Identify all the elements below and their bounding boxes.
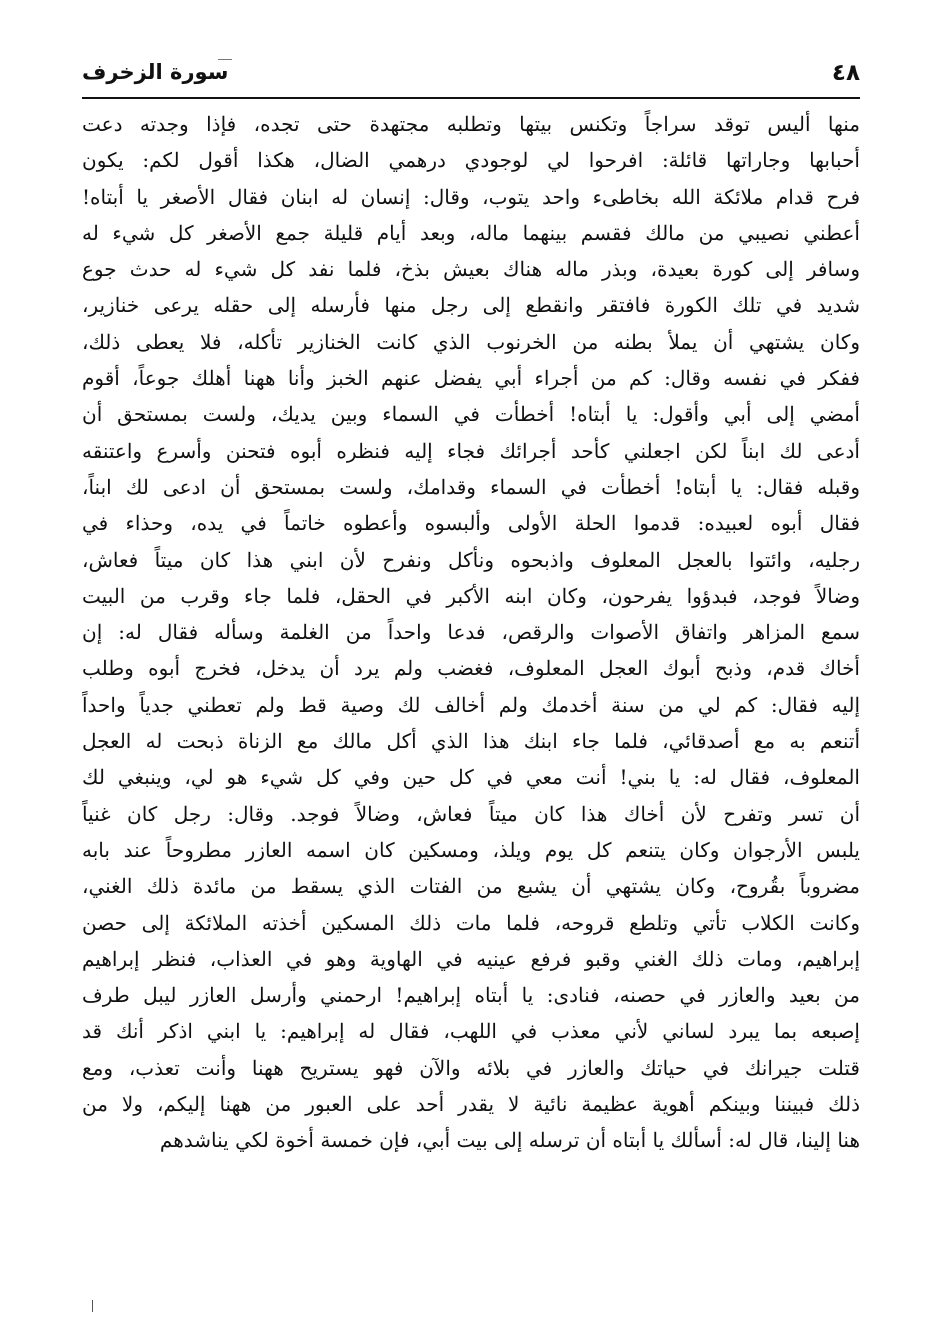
text-line: أحبابها وجاراتها قائلة: افرحوا لي لوجودي درهمي الضال، هكذا أقول لكم: يكون — [82, 148, 860, 173]
header-rule — [82, 97, 860, 99]
text-line: مضروباً بقُروح، وكان يشتهي أن يشبع من الفتات الذي يسقط من مائدة ذلك الغني، — [82, 874, 860, 899]
text-line: من بعيد والعازر في حصنه، فنادى: يا أبتاه إبراهيم! ارحمني وأرسل العازر ليبل طرف — [82, 983, 860, 1008]
text-line: هنا إلينا، قال له: أسألك يا أبتاه أن ترسله إلى بيت أبي، فإن خمسة أخوة لكي يناشدهم — [159, 1128, 860, 1153]
text-line: شديد في تلك الكورة فافتقر وانقطع إلى رجل منها فأرسله إلى حقله يرعى خنازير، — [82, 293, 860, 318]
text-line: وسافر إلى كورة بعيدة، وبذر ماله هناك بعيش بذخ، فلما نفد كل شيء له حدث جوع — [82, 257, 860, 282]
body-text — [82, 106, 860, 1159]
text-line: أمضي إلى أبي وأقول: يا أبتاه! أخطأت في السماء وبين يديك، ولست بمستحق أن — [82, 402, 860, 427]
scan-speck — [92, 1300, 97, 1312]
text-line: أدعى لك ابناً لكن اجعلني كأحد أجرائك فجاء إليه فنظره أبوه فتحنن وأسرع واعتنقه — [82, 438, 860, 463]
text-line: منها أليس توقد سراجاً وتكنس بيتها وتطلبه مجتهدة حتى تجده، فإذا وجدته دعت — [82, 112, 860, 136]
text-line: وكان يشتهي أن يملأ بطنه من الخرنوب الذي كانت الخنازير تأكله، فلا يعطى ذلك، — [82, 329, 860, 354]
text-line: أتنعم به مع أصدقائي، فلما جاء ابنك هذا الذي أكل مالك مع الزناة ذبحت له العجل — [82, 729, 860, 754]
text-line: فقال أبوه لعبيده: قدموا الحلة الأولى وألبسوه وأعطوه خاتماً في يده، وحذاء في — [82, 511, 860, 536]
text-line: ذلك فبيننا وبينكم أهوية عظيمة نائية لا يقدر أحد على العبور من ههنا إليكم، ولا من — [82, 1092, 860, 1117]
text-line: أخاك قدم، وذبح أبوك العجل المعلوف، فغضب ولم يرد أن يدخل، فخرج أبوه وطلب — [82, 656, 860, 681]
text-line: يلبس الأرجوان وكان يتنعم كل يوم ويلذ، ومسكين كان اسمه العازر مطروحاً عند بابه — [82, 837, 860, 862]
text-line: إبراهيم، ومات ذلك الغني وقبو فرفع عينيه في الهاوية وهو في العذاب، فنظر إبراهيم — [82, 946, 860, 971]
page-number: ٤٨ — [831, 60, 860, 86]
text-line: سمع المزاهر واتفاق الأصوات والرقص، فدعا واحداً من الغلمة وسأله فقال له: إن — [82, 620, 860, 645]
scan-speck — [218, 59, 232, 60]
text-line: قتلت جيرانك في حياتك والعازر في بلائه والآن فهو يستريح ههنا وأنت تعذب، ومع — [82, 1055, 860, 1080]
text-line: أن تسر وتفرح لأن أخاك هذا كان ميتاً فعاش، وضالاً فوجد. وقال: رجل كان غنياً — [82, 801, 860, 826]
text-line: وضالاً فوجد، فبدؤوا يفرحون، وكان ابنه الأكبر في الحقل، فلما جاء وقرب من البيت — [82, 583, 860, 608]
text-line: ففكر في نفسه وقال: كم من أجراء أبي يفضل عنهم الخبز وأنا ههنا أهلك جوعاً، أقوم — [82, 366, 860, 391]
text-line: أعطني نصيبي من مالك فقسم بينهما ماله، وبعد أيام قليلة جمع الأصغر كل شيء له — [82, 220, 860, 245]
text-line: إصبعه بما يبرد لساني لأني معذب في اللهب، فقال له إبراهيم: يا ابني اذكر أنك قد — [82, 1019, 860, 1044]
text-line: فرح قدام ملائكة الله بخاطىء واحد يتوب، وقال: إنسان له ابنان فقال الأصغر يا أبتاه! — [82, 184, 860, 209]
text-line: المعلوف، فقال له: يا بني! أنت معي في كل حين وفي كل شيء هو لي، وينبغي لك — [82, 765, 860, 790]
page-header — [82, 58, 860, 92]
text-line: وكانت الكلاب تأتي وتلطع قروحه، فلما مات ذلك المسكين أخذته الملائكة إلى حصن — [82, 910, 860, 935]
text-line: رجليه، وائتوا بالعجل المعلوف واذبحوه ونأكل ونفرح لأن ابني هذا كان ميتاً فعاش، — [82, 547, 860, 572]
running-title: سورة الزخرف — [82, 60, 229, 84]
text-line: وقبله فقال: يا أبتاه! أخطأت في السماء وقدامك، ولست بمستحق أن ادعى لك ابناً، — [82, 474, 860, 499]
text-line: إليه فقال: كم لي من سنة أخدمك ولم أخالف لك وصية قط ولم تعطني جدياً واحداً — [82, 692, 860, 717]
